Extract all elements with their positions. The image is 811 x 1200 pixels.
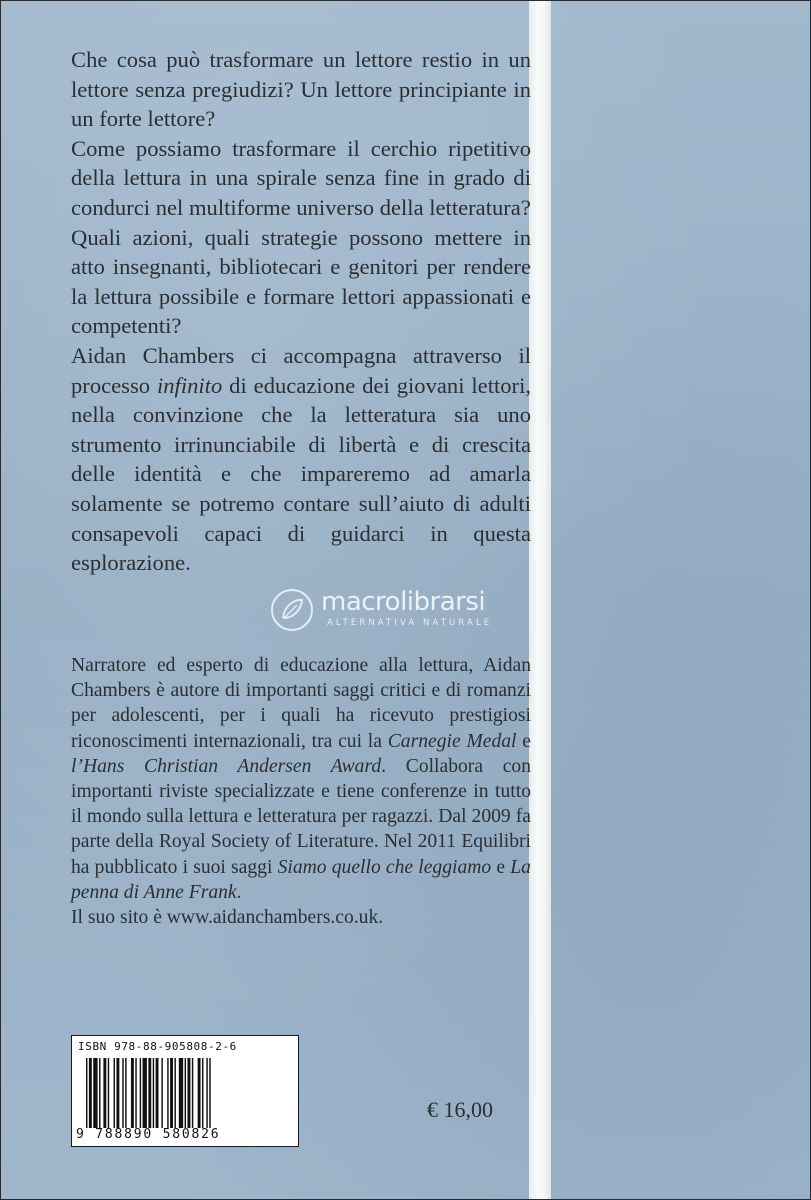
bio-text-b: e [516,730,531,752]
barcode-icon [86,1058,292,1128]
book-title-penna: La penna di Anne Frank [71,856,531,903]
author-bio [71,653,531,930]
author-bio-paragraph [71,653,531,905]
author-website: Il suo sito è www.aidanchambers.co.uk. [71,907,384,929]
blurb-paragraph-4 [71,341,531,578]
bio-text-d: e [491,856,511,878]
blurb-text [71,45,531,578]
watermark-brand-name: macrolibrarsi [321,587,486,617]
bio-text-c: . Collabora con importanti riviste specializzate e tiene conferenze in tutto il mondo sulla lettura e letteratura per ragazzi. Dal 2009 fa parte della Royal Society of Literature. Nel 2011 Equilibri ha pubblicato i suoi saggi [71,755,531,878]
blurb-p4-start: Aidan Chambers ci accompagna attraverso il processo [71,342,531,398]
leaf-logo-icon [269,587,315,633]
award-carnegie: Carnegie Medal [387,730,517,752]
macrolibrarsi-watermark [269,585,569,635]
barcode-digits: 9 788890 580826 [76,1127,221,1142]
book-title-siamo: Siamo quello che leggiamo [277,856,492,878]
barcode-label [71,1035,299,1147]
blurb-p4-end: di educazione dei giovani lettori, nella convinzione che la letteratura sia uno strumento irrinunciabile di libertà e di crescita delle identità e che impareremo ad amarla solamente se potremo contare sull’aiuto di adulti consapevoli capaci di guidarci in questa esplorazione. [71,372,531,576]
isbn-number: ISBN 978-88-905808-2-6 [78,1040,237,1053]
blurb-paragraph-3: Quali azioni, quali strategie possono mettere in atto insegnanti, bibliotecari e genitori per rendere la lettura possibile e formare lettori appassionati e competenti? [71,224,531,339]
bio-text-a: Narratore ed esperto di educazione alla lettura, Aidan Chambers è autore di importanti saggi critici e di romanzi per adolescenti, per i quali ha ricevuto prestigiosi riconoscimenti internazionali, tra cui la [71,655,531,752]
blurb-paragraph-2: Come possiamo trasformare il cerchio ripetitivo della lettura in una spirale senza fine in grado di condurci nel multiforme universo della letteratura? [71,135,531,220]
blurb-p4-emphasis: infinito [156,372,223,398]
award-andersen: l’Hans Christian Andersen Award [71,755,382,777]
price: € 16,00 [427,1097,493,1122]
blurb-paragraph-1: Che cosa può trasformare un lettore restio in un lettore senza pregiudizi? Un lettore principiante in un forte lettore? [71,47,531,132]
bio-text-e: . [236,881,242,903]
watermark-tagline: ALTERNATIVA NATURALE [327,618,493,628]
